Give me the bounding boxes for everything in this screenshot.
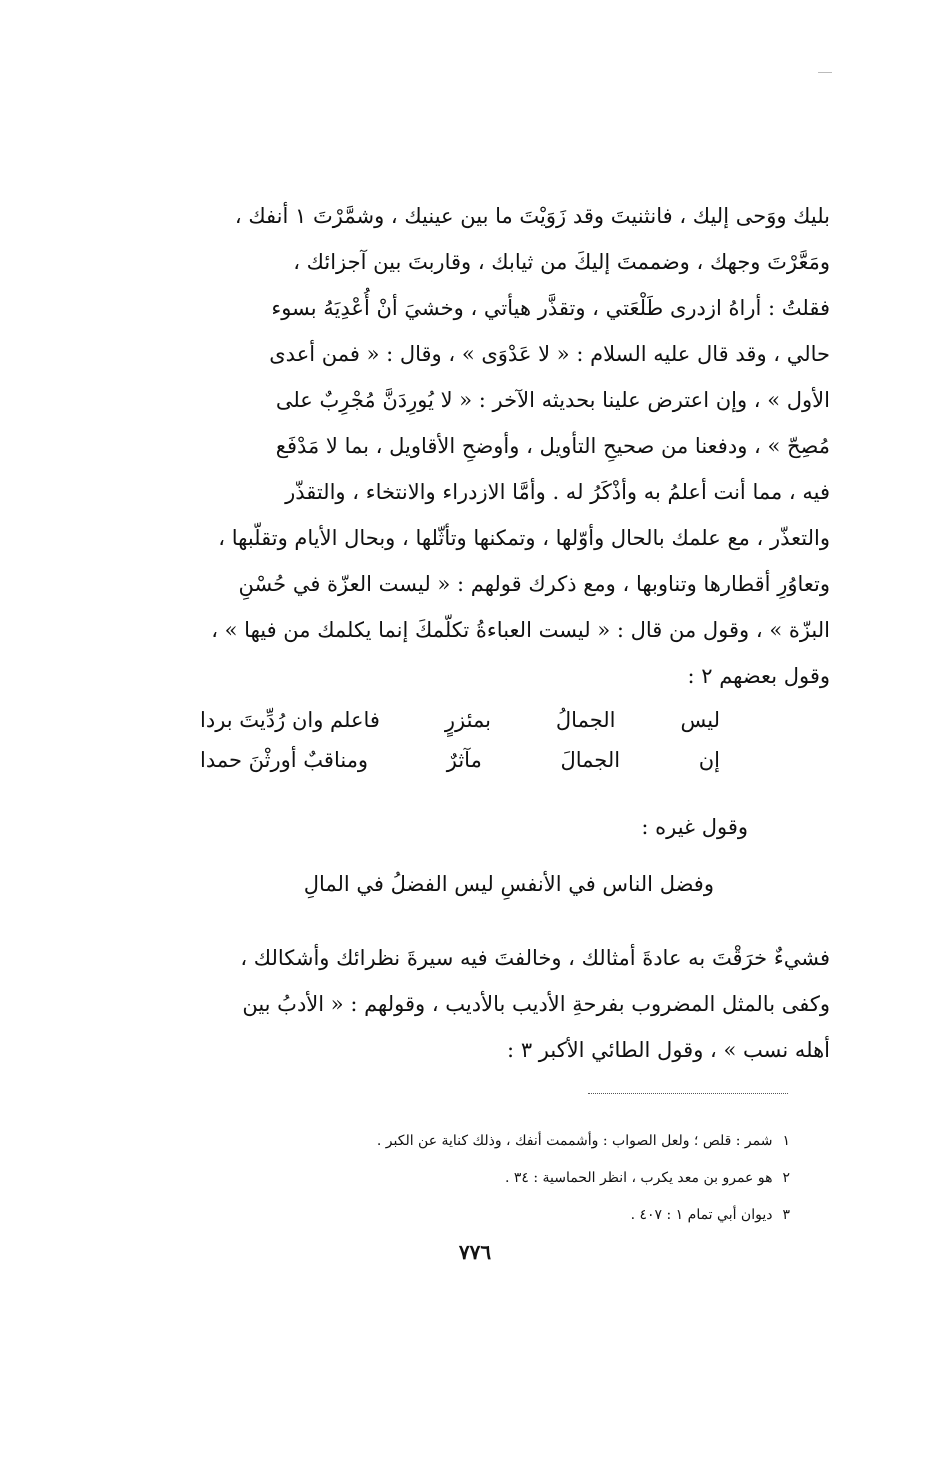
verse-intro: وقول غيره : (641, 815, 748, 839)
verse-segment: بمئزرٍ (444, 708, 491, 732)
verse-segment: فاعلم وان رُدِّيتَ بردا (200, 708, 380, 732)
text-line: وقول بعضهم ٢ : (687, 664, 830, 688)
footnote-number: ٣ (782, 1206, 790, 1223)
footnote (200, 1196, 790, 1233)
footnote-number: ٢ (782, 1169, 790, 1186)
text-line: ومَعَّرْتَ وجهك ، وضممتَ إليكَ من ثيابك ، وقاربتَ بين آجزائك ، (293, 250, 830, 274)
footnote (200, 1122, 790, 1159)
text-line: فشيءٌ خرَقْتَ به عادةَ أمثالك ، وخالفتَ فيه سيرةَ نظرائك وأشكالك ، (240, 946, 830, 970)
text-line: فقلتُ : أراهُ ازدرى طَلْعَتي ، وتقذَّر هيأتي ، وخشيَ أنْ أُعْدِيَهُ بسوء (271, 296, 830, 320)
page-number: ٧٧٦ (458, 1240, 492, 1264)
verse-couplet (200, 700, 720, 780)
text-line: مُصِحّ » ، ودفعنا من صحيحِ التأويل ، وأوضحِ الأقاويل ، بما لا مَدْفَع (275, 434, 830, 458)
text-line: الأول » ، وإن اعترض علينا بحديثه الآخر : « لا يُورِدَنَّ مُجْرِبٌ على (275, 388, 830, 412)
footnote-separator (588, 1093, 788, 1094)
verse-segment: ليس (680, 708, 720, 732)
text-line: وكفى بالمثل المضروب بفرحةِ الأديب بالأديب ، وقولهم : « الأدبُ بين (242, 992, 830, 1016)
verse-line: وفضل الناس في الأنفسِ ليس الفضلُ في المالِ (303, 872, 714, 896)
footnote-text: هو عمرو بن معد يكرب ، انظر الحماسية : ٣٤ . (504, 1169, 773, 1186)
verse-segment: إن (698, 748, 720, 772)
text-line: فيه ، مما أنت أعلمُ به وأذْكَرُ له . وأمَّا الازدراء والانتخاء ، والتقذّر (285, 480, 830, 504)
text-line: أهله نسب » ، وقول الطائي الأكبر ٣ : (507, 1038, 830, 1062)
verse-segment: الجمالُ (555, 708, 616, 732)
verse-segment: مآثرٌ (446, 748, 482, 772)
text-line: حالي ، وقد قال عليه السلام : « لا عَدْوَى » ، وقال : « فمن أعدى (269, 342, 830, 366)
footnote-text: شمر : قلص ؛ ولعل الصواب : وأشممت أنفك ، وذلك كناية عن الكبر . (376, 1132, 773, 1149)
verse-segment: ومناقبٌ أورثْنَ حمدا (200, 748, 369, 772)
text-line: وتعاوُرِ أقطارها وتناوبها ، ومع ذكرك قولهم : « ليست العزّة في حُسْنِ (238, 572, 830, 596)
second-paragraph (118, 935, 830, 1073)
verse-segment: الجمالَ (560, 748, 621, 772)
verse-row (200, 700, 720, 740)
footnote-text: ديوان أبي تمام ١ : ٤٠٧ . (630, 1206, 773, 1223)
main-paragraph (118, 193, 830, 699)
footnote-number: ١ (782, 1132, 790, 1149)
footnote (200, 1159, 790, 1196)
scan-mark (818, 72, 832, 73)
footnotes (200, 1122, 790, 1233)
text-line: والتعذّر ، مع علمك بالحال وأوّلها ، وتمكنها وتأثّلها ، وبحال الأيام وتقلّبها ، (218, 526, 830, 550)
text-line: البزّة » ، وقول من قال : « ليست العباءةُ تكلّمكَ إنما يكلمك من فيها » ، (211, 618, 830, 642)
text-line: بليك ووَحى إليك ، فانثنيتَ وقد زَوَيْتَ ما بين عينيك ، وشمَّرْتَ ١ أنفك ، (234, 204, 830, 228)
verse-row (200, 740, 720, 780)
